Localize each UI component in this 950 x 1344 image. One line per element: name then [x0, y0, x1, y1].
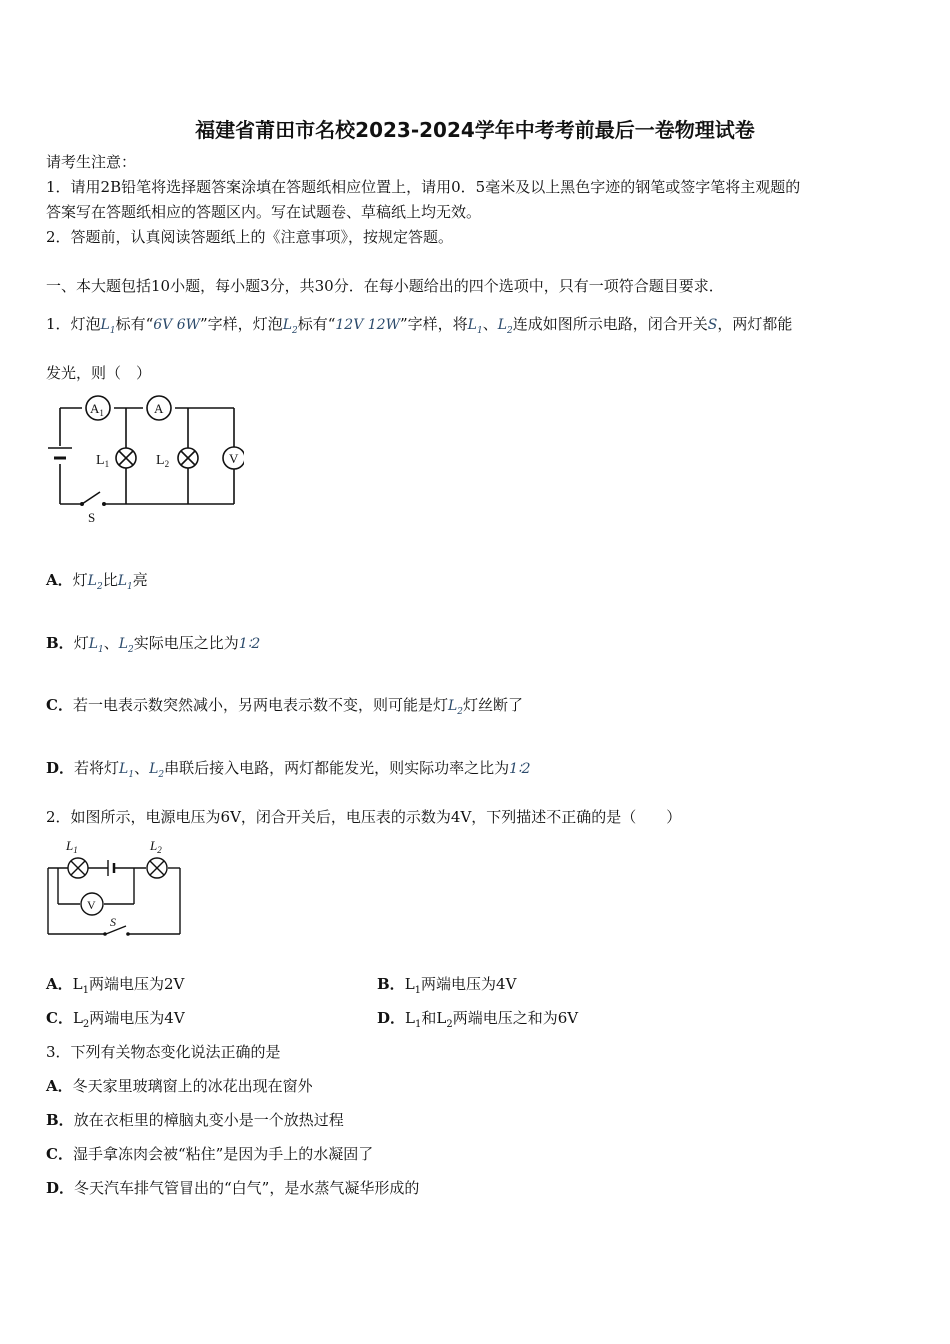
svg-text:S: S [88, 510, 96, 524]
q2-stem: 2．如图所示，电源电压为6V，闭合开关后，电压表的示数为4V，下列描述不正确的是（ ） [46, 808, 682, 826]
svg-text:L1: $L_1$ [96, 453, 110, 469]
notice-item-1: 1．请用2B铅笔将选择题答案涂填在答题纸相应位置上，请用0．5毫米及以上黑色字迹的钢笔或签字笔将主观题的 [46, 178, 801, 196]
svg-text:V: V [229, 451, 239, 466]
q2-option-d[interactable]: D．$L_1$和$L_2$两端电压之和为6V [377, 1009, 579, 1030]
svg-text:L1: $L_1$ [66, 838, 78, 855]
svg-text:S: S [110, 915, 116, 929]
section-1-instructions: 一、本大题包括10小题，每小题3分，共30分．在每小题给出的四个选项中，只有一项符合题目要求． [46, 277, 724, 295]
q1-stem-cont: 发光，则（ ） [46, 364, 152, 382]
svg-text:V: V [87, 898, 96, 912]
svg-text:L2: $L_2$ [150, 838, 162, 855]
q2-option-b[interactable]: B．$L_1$两端电压为4V [377, 975, 517, 996]
notice-item-1-cont: 答案写在答题纸相应的答题区内。写在试题卷、草稿纸上均无效。 [46, 203, 482, 221]
notice-heading: 请考生注意： [46, 153, 137, 171]
page-title: 福建省莆田市名校2023-2024学年中考考前最后一卷物理试卷 [195, 118, 755, 142]
q1-option-c[interactable]: C．若一电表示数突然减小，另两电表示数不变，则可能是灯$L_2$灯丝断了 [46, 696, 524, 717]
q1-option-a[interactable]: A．灯$L_2$比$L_1$亮 [46, 571, 148, 592]
q1-option-b[interactable]: B．灯$L_1$、$L_2$实际电压之比为1∶2 [46, 634, 261, 655]
q3-option-c[interactable]: C．湿手拿冻肉会被“粘住”是因为手上的水凝固了 [46, 1145, 374, 1163]
svg-text:L2: $L_2$ [156, 453, 170, 469]
q2-circuit-diagram [44, 836, 189, 942]
q3-option-d[interactable]: D．冬天汽车排气管冒出的“白气”，是水蒸气凝华形成的 [46, 1179, 420, 1197]
q2-option-c[interactable]: C．$L_2$两端电压为4V [46, 1009, 185, 1030]
l2-symbol: $L_2$ [282, 317, 298, 336]
l1-symbol: $L_1$ [100, 317, 116, 336]
q1-option-d[interactable]: D．若将灯$L_1$、$L_2$串联后接入电路，两灯都能发光，则实际功率之比为1∶2 [46, 759, 531, 780]
q2-option-a[interactable]: A．$L_1$两端电压为2V [46, 975, 185, 996]
q3-option-b[interactable]: B．放在衣柜里的樟脑丸变小是一个放热过程 [46, 1111, 344, 1129]
switch-symbol: S [707, 317, 718, 333]
svg-text:A: A [154, 401, 164, 416]
q3-option-a[interactable]: A．冬天家里玻璃窗上的冰花出现在窗外 [46, 1077, 313, 1095]
svg-text:A1: $A_1$ [90, 401, 104, 418]
notice-item-2: 2．答题前，认真阅读答题纸上的《注意事项》，按规定答题。 [46, 228, 454, 246]
q1-circuit-diagram [44, 394, 244, 524]
q1-stem: 1．灯泡$L_1$标有“6V 6W”字样，灯泡$L_2$标有“12V 12W”字样，将$L_1$、$L_2$连成如图所示电路，闭合开关S，两灯都能 [46, 315, 793, 336]
q3-stem: 3．下列有关物态变化说法正确的是 [46, 1043, 281, 1061]
spec-l1: 6V 6W [153, 317, 201, 333]
spec-l2: 12V 12W [335, 317, 400, 333]
